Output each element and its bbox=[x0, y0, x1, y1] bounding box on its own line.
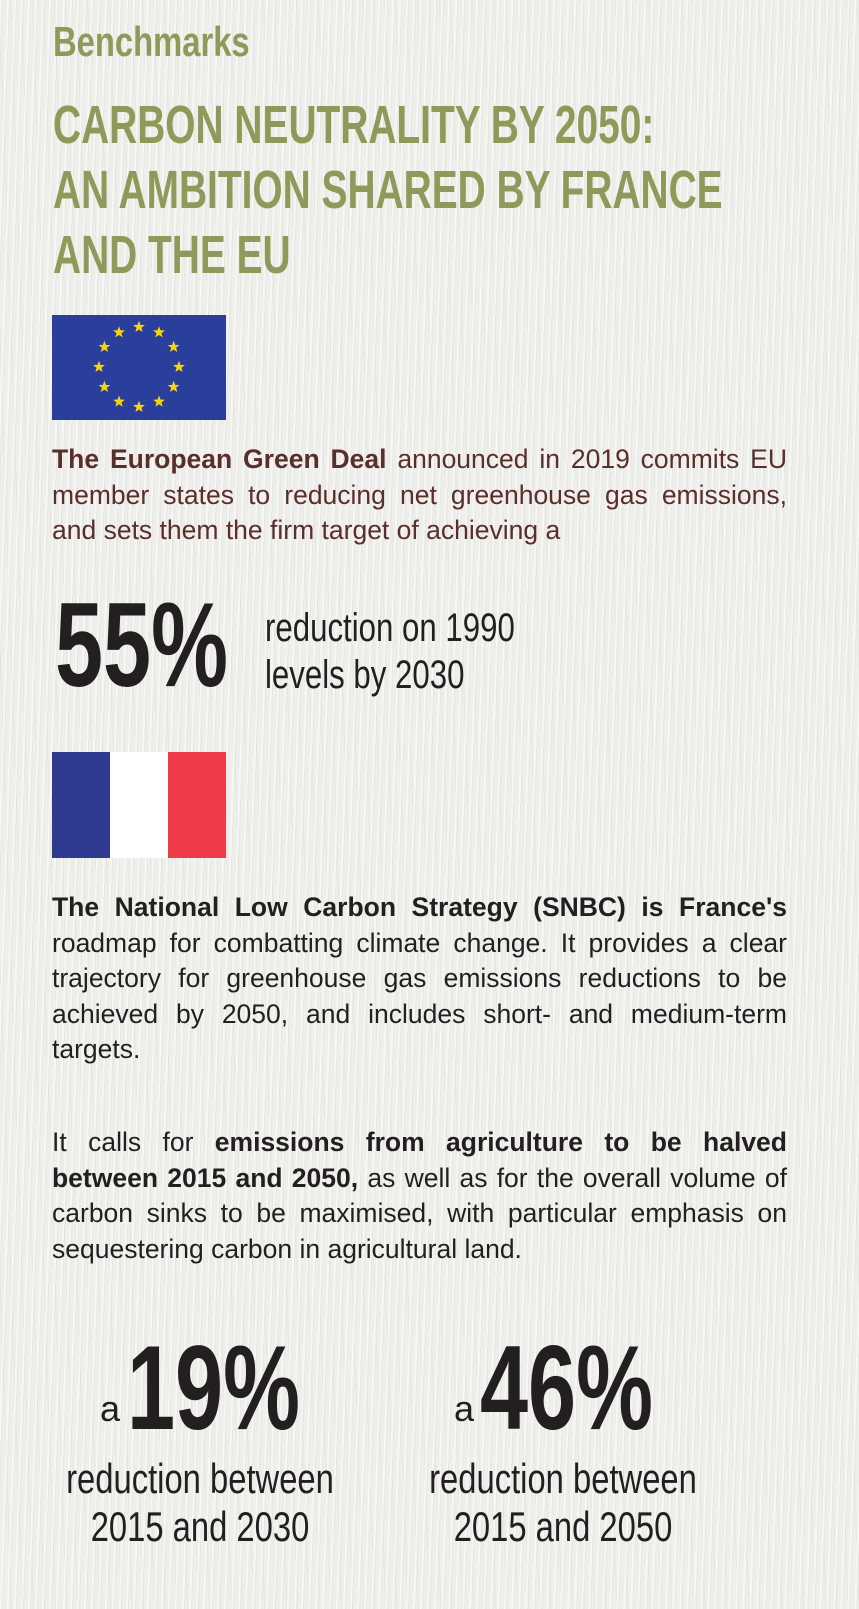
stat-19-line-1: reduction between bbox=[66, 1455, 334, 1502]
stat-55-line-1: reduction on 1990 bbox=[265, 606, 515, 650]
stat-46-value: 46% bbox=[480, 1321, 653, 1455]
stat-55-line-2: levels by 2030 bbox=[265, 653, 465, 697]
section-kicker: Benchmarks bbox=[53, 18, 250, 65]
stat-46-line-1: reduction between bbox=[429, 1455, 697, 1502]
stat-19-value: 19% bbox=[127, 1321, 300, 1455]
snbc-paragraph bbox=[52, 890, 787, 1068]
agriculture-paragraph bbox=[52, 1125, 787, 1267]
agri-pre: It calls for bbox=[52, 1127, 215, 1157]
agri-post: as well as for the overall volume of carbon sinks to be maximised, with particular emphasis on sequestering carbon in agricultural land. bbox=[52, 1162, 787, 1264]
stat-55-value: 55% bbox=[55, 578, 228, 712]
agri-bold: emissions from agriculture to be halved between 2015 and 2050, bbox=[52, 1127, 787, 1193]
snbc-bold: The National Low Carbon Strategy (SNBC) is France's bbox=[52, 892, 787, 922]
page-title-line-1: CARBON NEUTRALITY BY 2050: bbox=[53, 95, 655, 155]
eu-green-deal-bold: The European Green Deal bbox=[52, 444, 387, 474]
snbc-text: roadmap for combatting climate change. It provides a clear trajectory for greenhouse gas emissions reductions to be achieved by 2050, and includes short- and medium-term targets. bbox=[52, 927, 787, 1064]
france-flag-icon bbox=[52, 752, 226, 858]
stat-19-line-2: 2015 and 2030 bbox=[90, 1503, 310, 1550]
page-title-line-3: AND THE EU bbox=[53, 225, 291, 285]
eu-green-deal-paragraph bbox=[52, 442, 787, 549]
page-title-line-2: AN AMBITION SHARED BY FRANCE bbox=[53, 160, 723, 220]
stat-46-line-2: 2015 and 2050 bbox=[453, 1503, 673, 1550]
stat-46-prefix: a bbox=[454, 1388, 475, 1429]
stat-19-prefix: a bbox=[100, 1388, 121, 1429]
eu-flag-icon bbox=[52, 315, 226, 420]
eu-green-deal-text: announced in 2019 commits EU member states to reducing net greenhouse gas emissions, and sets them the firm target of achieving a bbox=[52, 444, 787, 545]
